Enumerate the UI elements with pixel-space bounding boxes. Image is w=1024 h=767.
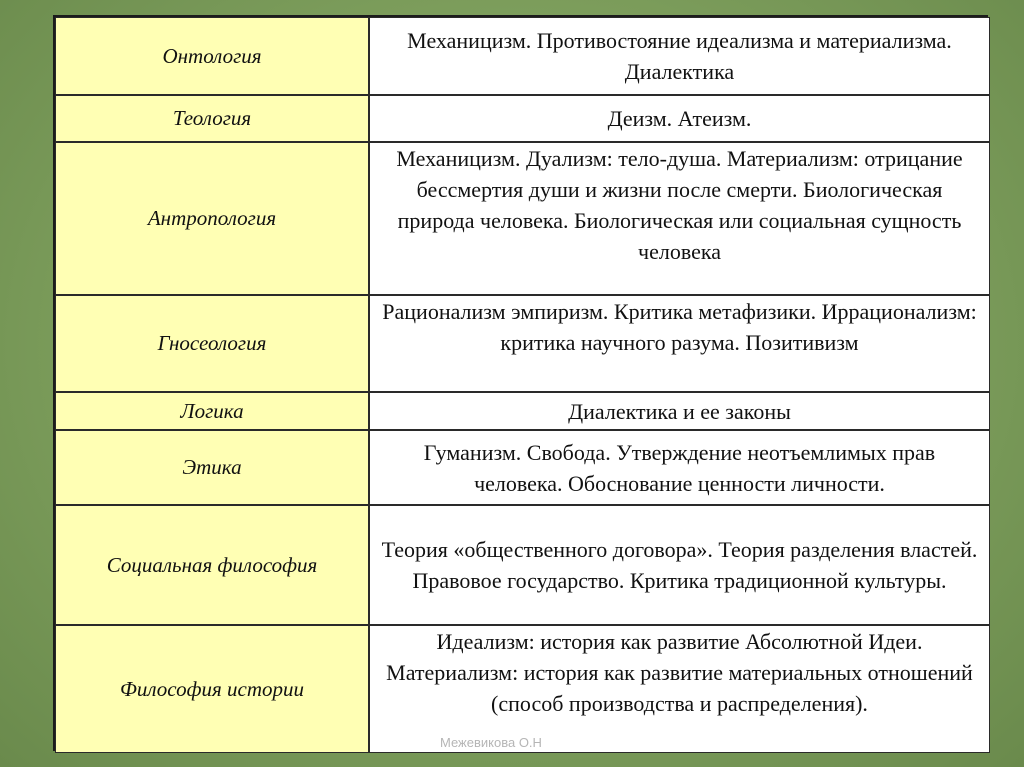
author-watermark: Межевикова О.Н <box>440 735 542 750</box>
content-cell-philosophy-of-history: Идеализм: история как развитие Абсолютной Идеи. Материализм: история как развитие материальных отношений (способ производства и распределения). <box>369 625 990 753</box>
topic-cell-logic: Логика <box>55 392 369 430</box>
content-cell-gnoseology: Рационализм эмпиризм. Критика метафизики. Иррационализм: критика научного разума. Позитивизм <box>369 295 990 392</box>
content-cell-ontology: Механицизм. Противостояние идеализма и материализма. Диалектика <box>369 17 990 95</box>
content-cell-logic: Диалектика и ее законы <box>369 392 990 430</box>
content-cell-theology: Деизм. Атеизм. <box>369 95 990 142</box>
philosophy-table <box>53 15 988 751</box>
topic-cell-social-philosophy: Социальная философия <box>55 505 369 625</box>
content-cell-ethics: Гуманизм. Свобода. Утверждение неотъемлимых прав человека. Обоснование ценности личности. <box>369 430 990 505</box>
topic-cell-philosophy-of-history: Философия истории <box>55 625 369 753</box>
content-cell-social-philosophy: Теория «общественного договора». Теория разделения властей. Правовое государство. Критика традиционной культуры. <box>369 505 990 625</box>
content-cell-anthropology: Механицизм. Дуализм: тело-душа. Материализм: отрицание бессмертия души и жизни после смерти. Биологическая природа человека. Биологическая или социальная сущность человека <box>369 142 990 295</box>
topic-cell-theology: Теология <box>55 95 369 142</box>
topic-cell-ethics: Этика <box>55 430 369 505</box>
topic-cell-anthropology: Антропология <box>55 142 369 295</box>
topic-cell-ontology: Онтология <box>55 17 369 95</box>
topic-cell-gnoseology: Гносеология <box>55 295 369 392</box>
